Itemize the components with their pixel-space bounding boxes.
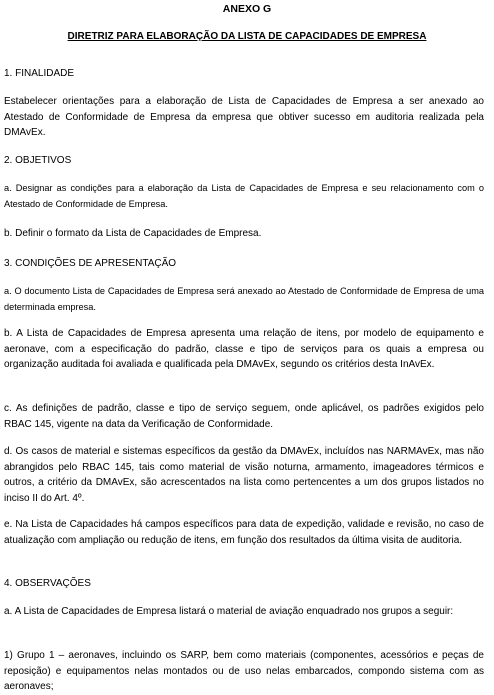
- section-1-text: Estabelecer orientações para a elaboração de Lista de Capacidades de Empresa a ser anexado ao Atestado de Conformidade de Empresa da empresa que obtiver sucesso em auditoria realizada pela DMAvEx.: [4, 96, 484, 138]
- section-2-item-b: b. Definir o formato da Lista de Capacidades de Empresa.: [4, 228, 262, 239]
- section-3-heading: 3. CONDIÇÕES DE APRESENTAÇÃO: [4, 258, 177, 269]
- section-2-heading: 2. OBJETIVOS: [4, 155, 72, 166]
- section-3-item-a: a. O documento Lista de Capacidades de Empresa será anexado ao Atestado de Conformidade de Empresa de uma determinada empresa.: [4, 286, 484, 312]
- section-3-item-d: d. Os casos de material e sistemas específicos da gestão da DMAvEx, incluídos nas NARMAvEx, mas não abrangidos pelo RBAC 145, tais como material de visão noturna, armamento, imageadores térmicos e outros, a critério da DMAvEx, são acrescentados na lista como pertencentes a um dos grupos listados no inciso II do Art. 4º.: [4, 446, 484, 504]
- section-4-heading: 4. OBSERVAÇÕES: [4, 578, 91, 589]
- section-4-item-a: a. A Lista de Capacidades de Empresa listará o material de aviação enquadrado nos grupos a seguir:: [4, 606, 454, 617]
- annex-title: ANEXO G: [222, 3, 272, 15]
- document-title: DIRETRIZ PARA ELABORAÇÃO DA LISTA DE CAPACIDADES DE EMPRESA: [67, 31, 427, 42]
- section-1-heading: 1. FINALIDADE: [4, 68, 75, 79]
- section-3-item-e: e. Na Lista de Capacidades há campos específicos para data de expedição, validade e revisão, no caso de atualização com ampliação ou redução de itens, em função dos resultados da última visita de auditoria.: [4, 519, 484, 546]
- section-2-item-a: a. Designar as condições para a elaboração da Lista de Capacidades de Empresa e seu relacionamento com o Atestado de Conformidade de Empresa.: [4, 183, 484, 209]
- section-4-item-1: 1) Grupo 1 – aeronaves, incluindo os SARP, bem como materiais (componentes, acessórios e peças de reposição) e equipamentos nelas montados ou de uso nelas embarcados, compondo sistema com as aeronaves;: [4, 650, 484, 692]
- section-3-item-b: b. A Lista de Capacidades de Empresa apresenta uma relação de itens, por modelo de equipamento e aeronave, com a especificação do padrão, classe e tipo de serviços para os quais a empresa ou organização auditada foi avaliada e qualificada pela DMAvEx, segundo os critérios desta InAvEx.: [4, 328, 484, 370]
- section-3-item-c: c. As definições de padrão, classe e tipo de serviço seguem, onde aplicável, os padrões exigidos pelo RBAC 145, vigente na data da Verificação de Conformidade.: [4, 403, 484, 430]
